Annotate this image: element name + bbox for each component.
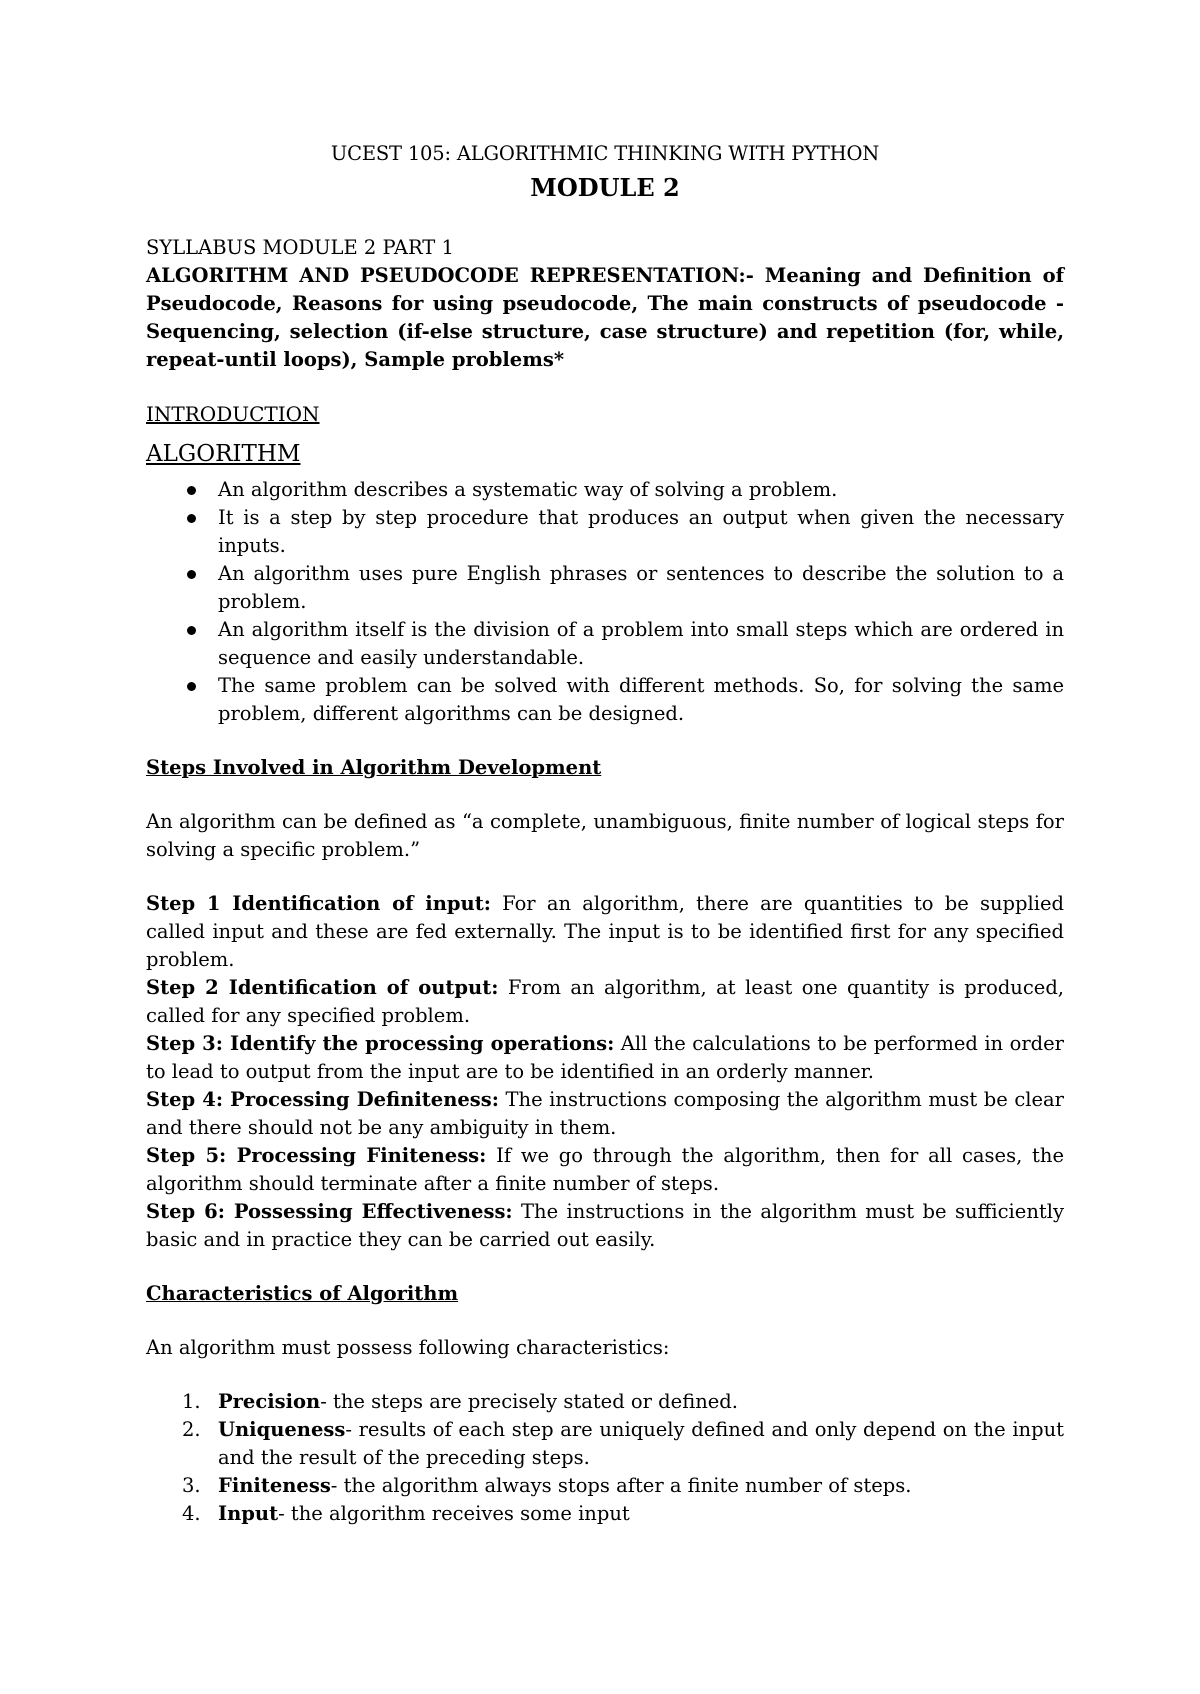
list-item: [182, 1416, 1064, 1472]
item-number: 3.: [182, 1474, 201, 1497]
step-label: Step 1 Identification of input:: [146, 892, 491, 915]
step-paragraph: [146, 1198, 1064, 1254]
step-paragraph: [146, 890, 1064, 974]
step-label: Step 6: Possessing Effectiveness:: [146, 1200, 513, 1223]
item-text: - the algorithm always stops after a finite number of steps.: [330, 1474, 912, 1497]
item-text: - the steps are precisely stated or defined.: [320, 1390, 738, 1413]
syllabus-lead: ALGORITHM AND PSEUDOCODE REPRESENTATION:-: [146, 264, 754, 287]
list-item: [218, 672, 1064, 728]
syllabus-description: [146, 262, 1064, 374]
list-item: [218, 504, 1064, 560]
list-item: [182, 1500, 1064, 1528]
characteristics-heading: Characteristics of Algorithm: [146, 1282, 459, 1305]
item-number: 4.: [182, 1502, 201, 1525]
list-item: [218, 616, 1064, 672]
syllabus-heading: SYLLABUS MODULE 2 PART 1: [146, 236, 454, 259]
bullet-text: It is a step by step procedure that produces an output when given the necessary inputs.: [218, 506, 1064, 557]
list-item: [218, 476, 1064, 504]
item-number: 1.: [182, 1390, 201, 1413]
course-title: UCEST 105: ALGORITHMIC THINKING WITH PYTHON: [330, 142, 880, 165]
step-paragraph: [146, 1030, 1064, 1086]
step-text: If we go through the algorithm, then for all cases, the algorithm should terminate after a finite number of steps.: [146, 1144, 1064, 1195]
characteristics-lead: An algorithm must possess following characteristics:: [146, 1336, 670, 1359]
bullet-icon: [187, 514, 196, 523]
step-paragraph: [146, 1086, 1064, 1142]
item-text: - the algorithm receives some input: [278, 1502, 630, 1525]
list-item: [182, 1472, 1064, 1500]
item-text: - results of each step are uniquely defined and only depend on the input and the result of the preceding steps.: [218, 1418, 1064, 1469]
bullet-text: The same problem can be solved with different methods. So, for solving the same problem, different algorithms can be designed.: [218, 674, 1064, 725]
step-paragraph: [146, 1142, 1064, 1198]
bullet-icon: [187, 486, 196, 495]
step-text: All the calculations to be performed in order to lead to output from the input are to be identified in an orderly manner.: [146, 1032, 1064, 1083]
steps-heading: Steps Involved in Algorithm Development: [146, 756, 602, 779]
syllabus-body: Meaning and Definition of Pseudocode, Reasons for using pseudocode, The main constructs of pseudocode - Sequencing, selection (if-else structure, case structure) and repetition (for, while, repeat-until loops), Sample problems*: [146, 264, 1065, 371]
bullet-icon: [187, 682, 196, 691]
step-label: Step 5: Processing Finiteness:: [146, 1144, 487, 1167]
step-text: The instructions in the algorithm must be sufficiently basic and in practice they can be carried out easily.: [146, 1200, 1064, 1251]
item-term: Uniqueness: [218, 1418, 346, 1441]
bullet-text: An algorithm describes a systematic way of solving a problem.: [218, 478, 838, 501]
list-item: [182, 1388, 1064, 1416]
bullet-icon: [187, 570, 196, 579]
module-title: MODULE 2: [530, 173, 680, 202]
steps-list: [146, 890, 1064, 1254]
list-item: [218, 560, 1064, 616]
item-term: Precision: [218, 1390, 321, 1413]
step-text: The instructions composing the algorithm must be clear and there should not be any ambiguity in them.: [146, 1088, 1064, 1139]
item-term: Finiteness: [218, 1474, 331, 1497]
item-number: 2.: [182, 1418, 201, 1441]
introduction-heading: INTRODUCTION: [146, 402, 320, 426]
algorithm-heading: ALGORITHM: [146, 441, 301, 467]
bullet-text: An algorithm itself is the division of a problem into small steps which are ordered in sequence and easily understandable.: [218, 618, 1064, 669]
algorithm-definition: An algorithm can be defined as “a complete, unambiguous, finite number of logical steps for solving a specific problem.”: [146, 810, 1064, 861]
step-paragraph: [146, 974, 1064, 1030]
characteristics-list: [146, 1388, 1064, 1528]
step-text: For an algorithm, there are quantities to be supplied called input and these are fed externally. The input is to be identified first for any specified problem.: [146, 892, 1064, 971]
step-text: From an algorithm, at least one quantity is produced, called for any specified problem.: [146, 976, 1064, 1027]
step-label: Step 4: Processing Definiteness:: [146, 1088, 499, 1111]
item-term: Input: [218, 1502, 279, 1525]
document-page: [146, 140, 1064, 1528]
bullet-text: An algorithm uses pure English phrases or sentences to describe the solution to a problem.: [218, 562, 1064, 613]
step-label: Step 3: Identify the processing operations:: [146, 1032, 615, 1055]
bullet-icon: [187, 626, 196, 635]
algorithm-bullet-list: [146, 476, 1064, 728]
step-label: Step 2 Identification of output:: [146, 976, 499, 999]
